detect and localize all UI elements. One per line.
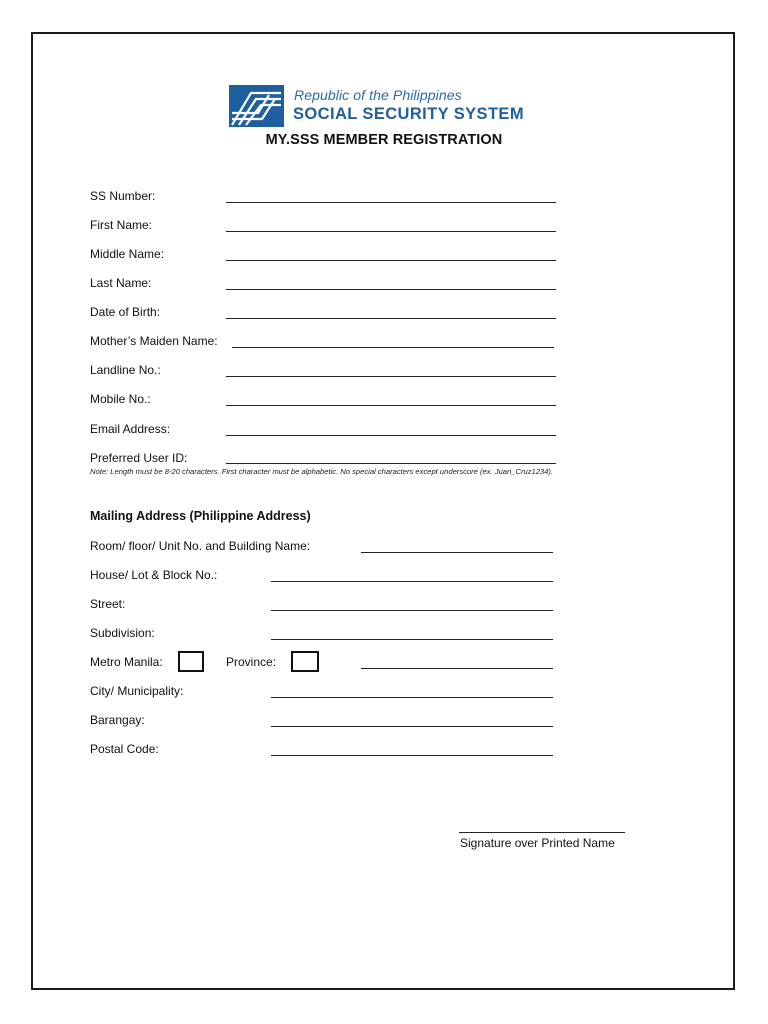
postal-code-field[interactable] <box>271 755 553 756</box>
house-lot-block-field[interactable] <box>271 581 553 582</box>
barangay-label: Barangay: <box>90 713 145 727</box>
mobile-field[interactable] <box>226 405 556 406</box>
form-title: MY.SSS MEMBER REGISTRATION <box>265 132 503 148</box>
last-name-field[interactable] <box>226 289 556 290</box>
ss-number-label: SS Number: <box>90 189 156 203</box>
province-field[interactable] <box>361 668 553 669</box>
first-name-label: First Name: <box>90 218 153 232</box>
preferred-user-id-label: Preferred User ID: <box>90 451 188 465</box>
subdivision-field[interactable] <box>271 639 553 640</box>
email-field[interactable] <box>226 435 556 436</box>
street-label: Street: <box>90 597 126 611</box>
logo-sss-text: SOCIAL SECURITY SYSTEM <box>293 105 524 123</box>
sss-logo <box>229 85 529 127</box>
preferred-user-id-field[interactable] <box>226 463 556 464</box>
date-of-birth-field[interactable] <box>226 318 556 319</box>
sss-logo-icon <box>229 85 284 127</box>
barangay-field[interactable] <box>271 726 553 727</box>
city-municipality-field[interactable] <box>271 697 553 698</box>
logo-republic-text: Republic of the Philippines <box>294 87 462 103</box>
house-lot-block-label: House/ Lot & Block No.: <box>90 568 218 582</box>
postal-code-label: Postal Code: <box>90 742 159 756</box>
mothers-maiden-name-label: Mother’s Maiden Name: <box>90 334 218 348</box>
room-building-label: Room/ floor/ Unit No. and Building Name: <box>90 539 311 553</box>
mothers-maiden-name-field[interactable] <box>232 347 554 348</box>
middle-name-field[interactable] <box>226 260 556 261</box>
user-id-note: Note: Length must be 8-20 characters. First character must be alphabetic. No special characters except underscore (ex. Juan_Cruz1234). <box>90 467 554 476</box>
province-label: Province: <box>226 655 277 669</box>
last-name-label: Last Name: <box>90 276 152 290</box>
room-building-field[interactable] <box>361 552 553 553</box>
mobile-label: Mobile No.: <box>90 392 151 406</box>
date-of-birth-label: Date of Birth: <box>90 305 161 319</box>
city-municipality-label: City/ Municipality: <box>90 684 184 698</box>
ss-number-field[interactable] <box>226 202 556 203</box>
signature-line[interactable] <box>459 832 625 833</box>
email-label: Email Address: <box>90 422 171 436</box>
street-field[interactable] <box>271 610 553 611</box>
landline-field[interactable] <box>226 376 556 377</box>
landline-label: Landline No.: <box>90 363 161 377</box>
mailing-address-heading: Mailing Address (Philippine Address) <box>90 509 311 523</box>
metro-manila-checkbox[interactable] <box>178 651 204 672</box>
first-name-field[interactable] <box>226 231 556 232</box>
signature-label: Signature over Printed Name <box>460 836 615 850</box>
subdivision-label: Subdivision: <box>90 626 155 640</box>
metro-manila-label: Metro Manila: <box>90 655 163 669</box>
province-checkbox[interactable] <box>291 651 319 672</box>
middle-name-label: Middle Name: <box>90 247 165 261</box>
